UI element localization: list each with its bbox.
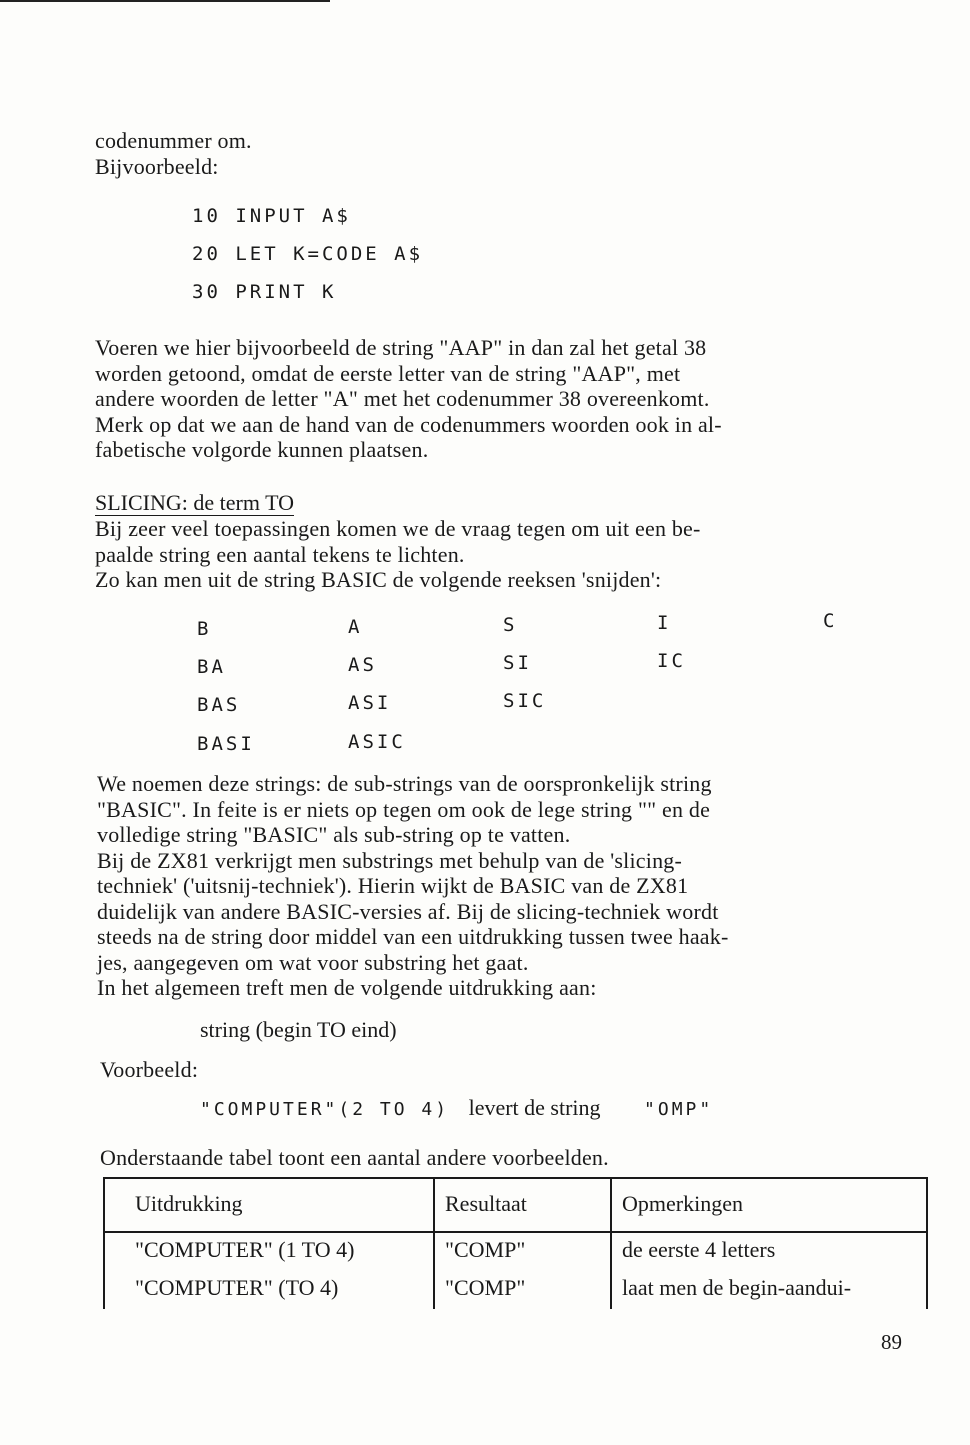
table-cell: "COMPUTER" (1 TO 4) (104, 1232, 434, 1271)
example-result: "OMP" (644, 1099, 714, 1120)
table-row (104, 1232, 927, 1271)
program-line: 30 PRINT K (192, 281, 337, 303)
column-header: Uitdrukking (104, 1178, 434, 1232)
substring: ASIC (348, 731, 406, 753)
text-line: Bij zeer veel toepassingen komen we de vraag tegen om uit een be- (95, 516, 701, 541)
text-line: jes, aangegeven om wat voor substring het gaat. (97, 949, 529, 975)
text-line: "BASIC". In feite is er niets op tegen om ook de lege string "" en de (97, 796, 711, 822)
page-number: 89 (881, 1330, 902, 1354)
paragraph-codes (95, 335, 885, 463)
substring: C (823, 610, 838, 632)
text-line: andere woorden de letter "A" met het codenummer 38 overeenkomt. (95, 386, 710, 411)
table-cell: laat men de begin-aandui- (611, 1271, 927, 1309)
intro-line-2: Bijvoorbeeld: (95, 154, 219, 179)
substring: S (503, 614, 518, 636)
text-line: We noemen deze strings: de sub-strings van de oorspronkelijk string (97, 771, 712, 796)
voorbeeld-label: Voorbeeld: (100, 1057, 199, 1082)
table-cell: "COMP" (434, 1271, 611, 1309)
table-cell: "COMPUTER" (TO 4) (104, 1271, 434, 1309)
substring: B (197, 618, 212, 640)
column-header: Resultaat (434, 1178, 611, 1232)
program-line: 10 INPUT A$ (192, 205, 351, 227)
program-line: 20 LET K=CODE A$ (192, 243, 424, 265)
substring: ASI (348, 692, 392, 714)
substring: BAS (197, 694, 241, 716)
table-header-row (104, 1178, 927, 1232)
substring: A (348, 616, 363, 638)
paragraph-slicing (95, 516, 885, 593)
table-intro: Onderstaande tabel toont een aantal andere voorbeelden. (100, 1145, 609, 1170)
substring: I (657, 612, 672, 634)
substring: BASI (197, 733, 255, 755)
table-row (104, 1271, 927, 1309)
table-cell: "COMP" (434, 1232, 611, 1271)
example-text: levert de string (468, 1095, 601, 1120)
intro-line-1: codenummer om. (95, 128, 252, 153)
text-line: Voeren we hier bijvoorbeeld de string "AAP" in dan zal het getal 38 (95, 335, 707, 360)
example-line (200, 1095, 713, 1121)
section-heading (95, 490, 294, 516)
text-line: paalde string een aantal tekens te lichten. (95, 541, 465, 567)
column-header: Opmerkingen (611, 1178, 927, 1232)
text-line: fabetische volgorde kunnen plaatsen. (95, 437, 429, 462)
paragraph-substrings (97, 771, 887, 1001)
syntax-line: string (begin TO eind) (200, 1017, 397, 1042)
substring: AS (348, 654, 377, 676)
text-line: techniek' ('uitsnij-techniek'). Hierin wijkt de BASIC van de ZX81 (97, 873, 689, 898)
text-line: Merk op dat we aan de hand van de codenummers woorden ook in al- (95, 411, 722, 437)
top-rule (0, 0, 330, 2)
text-line: Zo kan men uit de string BASIC de volgende reeksen 'snijden': (95, 567, 662, 592)
text-line: worden getoond, omdat de eerste letter van de string "AAP", met (95, 360, 681, 386)
substring: SIC (503, 690, 547, 712)
example-expression: "COMPUTER"(2 TO 4) (200, 1099, 450, 1120)
table-cell: de eerste 4 letters (611, 1232, 927, 1271)
section-heading-text: SLICING: de term TO (95, 490, 294, 515)
text-line: duidelijk van andere BASIC-versies af. Bij de slicing-techniek wordt (97, 898, 719, 924)
substring: BA (197, 656, 226, 678)
text-line: steeds na de string door middel van een uitdrukking tussen twee haak- (97, 924, 729, 949)
text-line: Bij de ZX81 verkrijgt men substrings met behulp van de 'slicing- (97, 847, 683, 873)
substring: SI (503, 652, 532, 674)
substring: IC (657, 650, 686, 672)
text-line: In het algemeen treft men de volgende uitdrukking aan: (97, 975, 597, 1000)
text-line: volledige string "BASIC" als sub-string op te vatten. (97, 822, 571, 847)
examples-table (103, 1177, 928, 1309)
